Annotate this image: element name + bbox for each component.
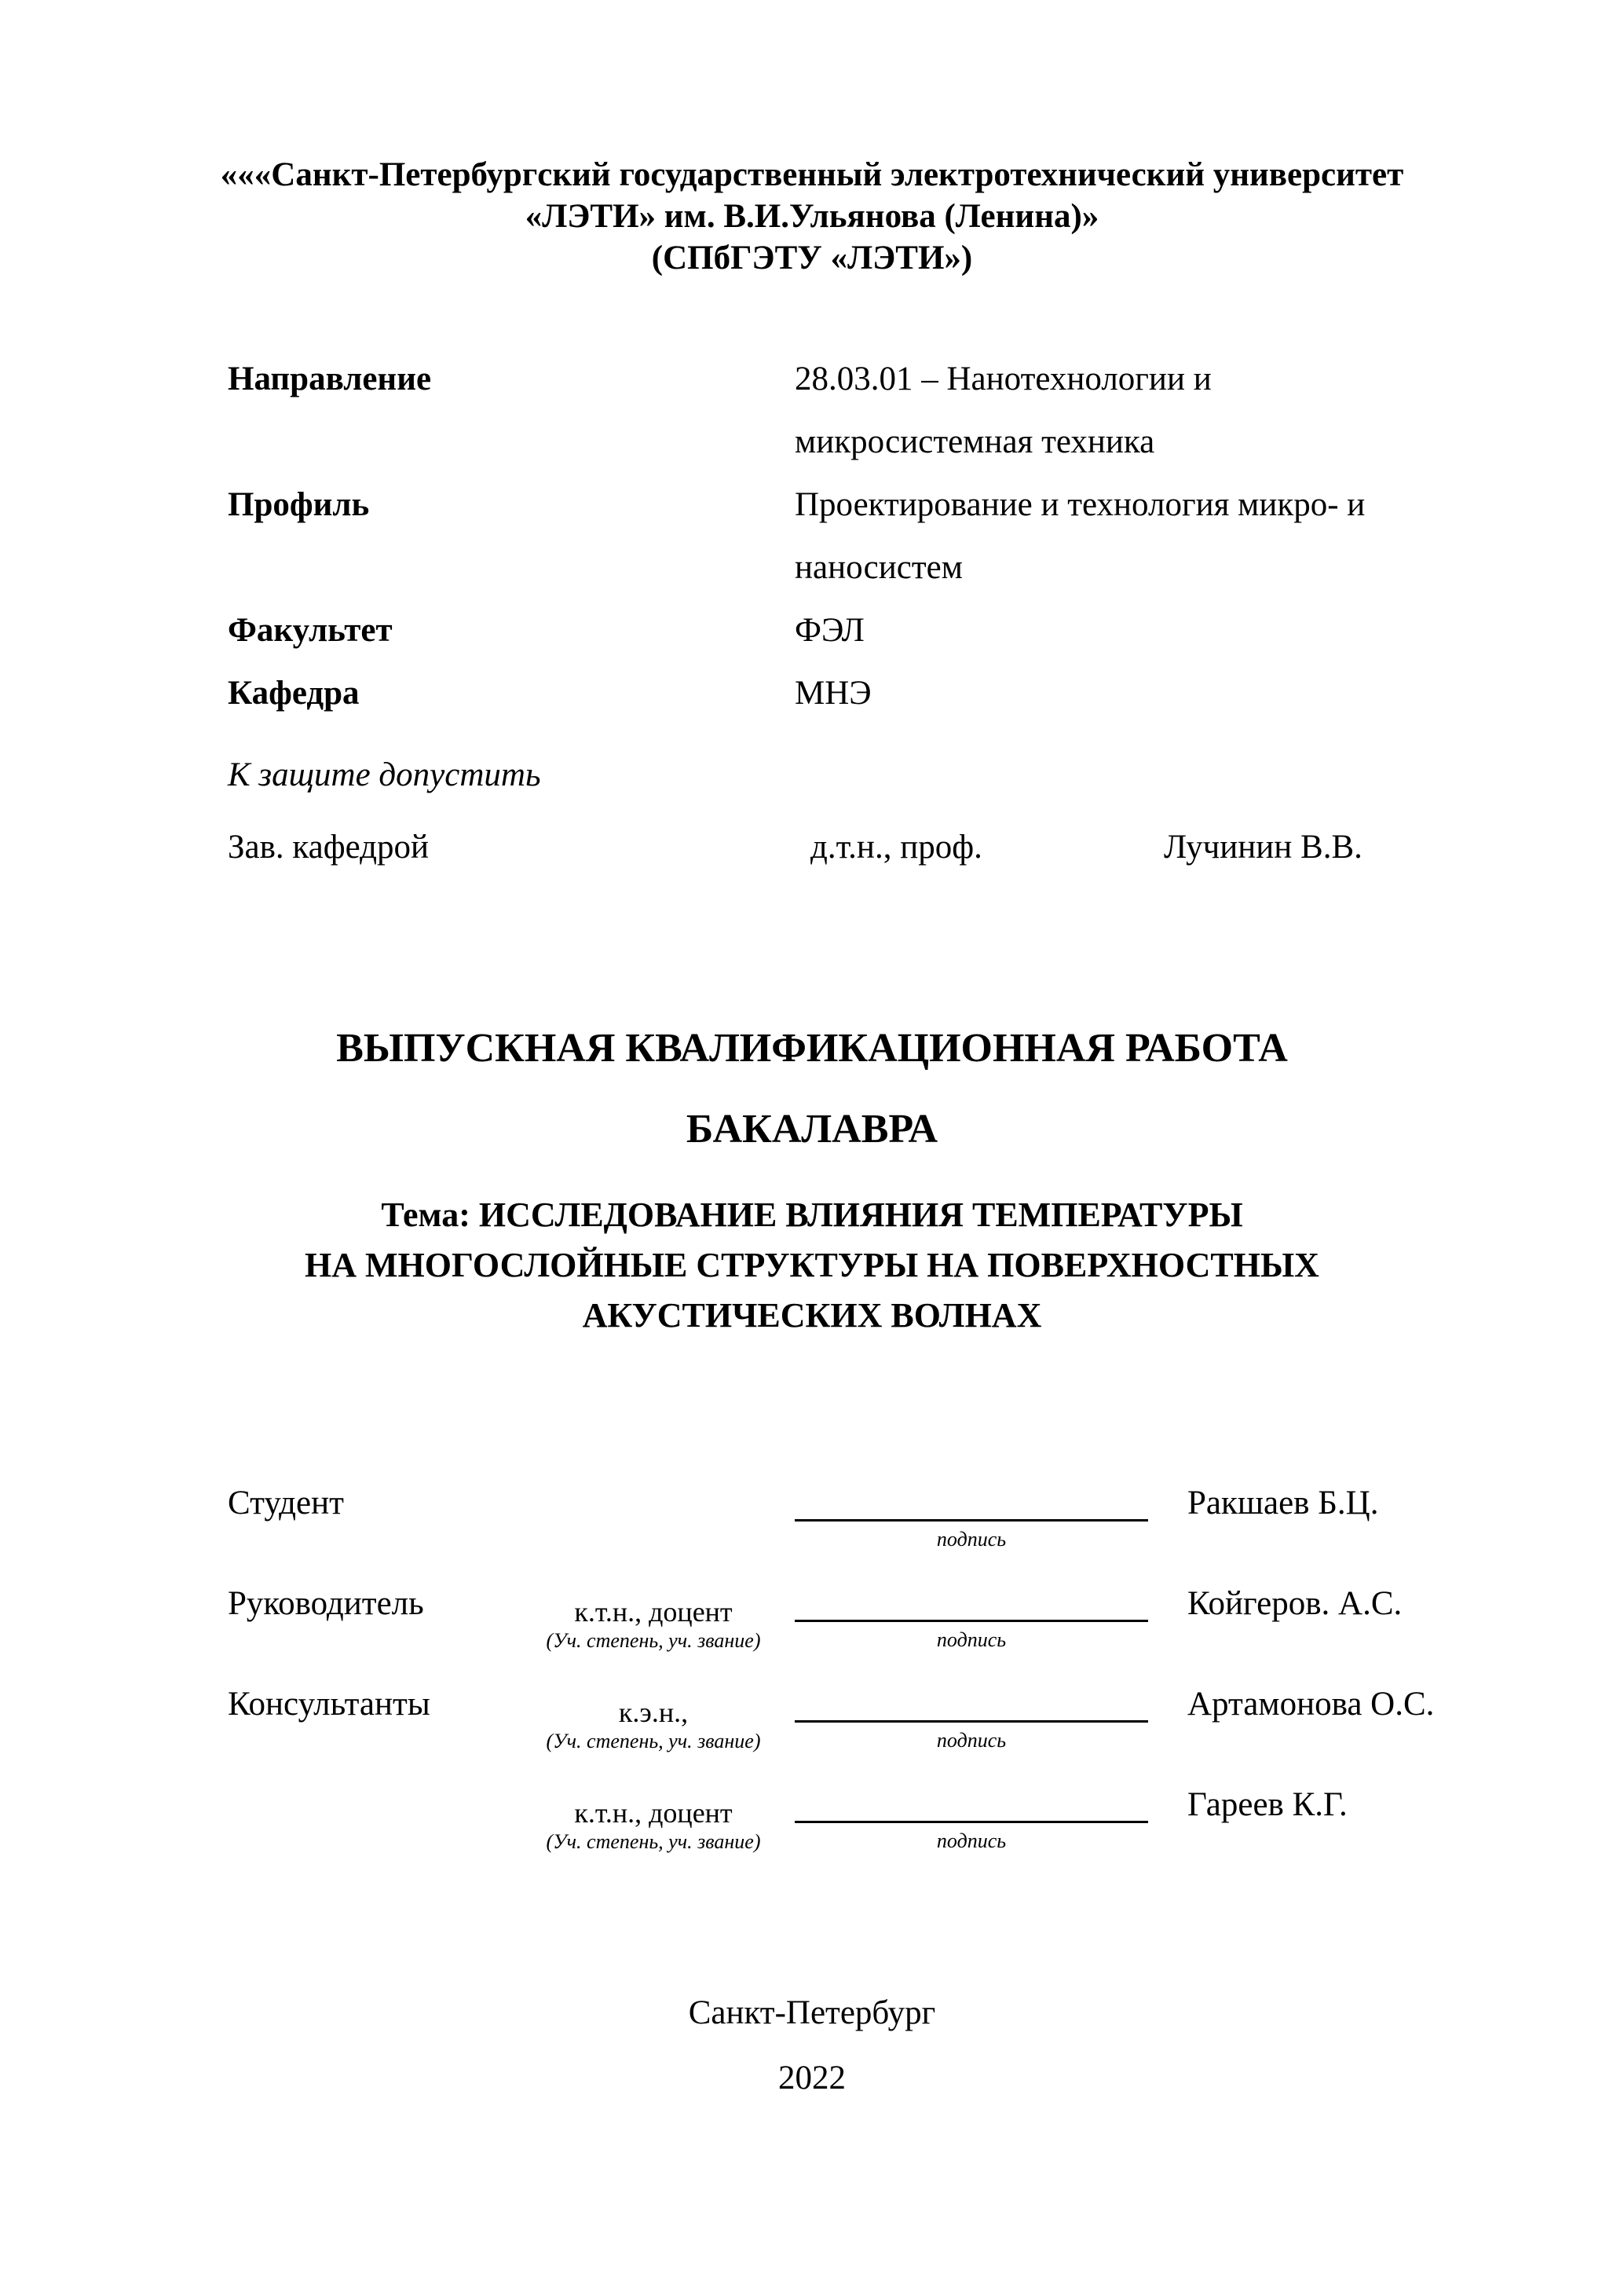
field-value-line: ФЭЛ bbox=[795, 612, 865, 649]
theme-line-1: Тема: ИССЛЕДОВАНИЕ ВЛИЯНИЯ ТЕМПЕРАТУРЫ bbox=[381, 1196, 1243, 1234]
work-title-line-1: ВЫПУСКНАЯ КВАЛИФИКАЦИОННАЯ РАБОТА bbox=[336, 1026, 1288, 1071]
signature-line bbox=[795, 1786, 1148, 1823]
signatures-section bbox=[228, 1485, 1506, 1887]
footer bbox=[0, 1994, 1624, 2098]
field-value-department bbox=[795, 662, 1490, 725]
signature-caption: подпись bbox=[936, 1628, 1007, 1651]
field-label-direction: Направление bbox=[228, 361, 432, 397]
signature-caption: подпись bbox=[936, 1729, 1007, 1752]
signature-name: Койгеров. А.С. bbox=[1187, 1585, 1403, 1622]
signature-degree: к.э.н., bbox=[618, 1697, 689, 1728]
signature-line-block bbox=[795, 1686, 1156, 1752]
field-value-line: наносистем bbox=[795, 549, 963, 586]
signature-degree-block bbox=[512, 1786, 795, 1854]
field-value-line: 28.03.01 – Нанотехнологии и bbox=[795, 361, 1212, 397]
signature-degree-block bbox=[512, 1686, 795, 1753]
signature-row-consultant-2 bbox=[228, 1786, 1506, 1887]
theme-line-2: НА МНОГОСЛОЙНЫЕ СТРУКТУРЫ НА ПОВЕРХНОСТНЫХ bbox=[305, 1246, 1319, 1284]
signature-degree-block bbox=[512, 1485, 795, 1497]
signature-line bbox=[795, 1686, 1148, 1723]
university-header-line-3: (СПбГЭТУ «ЛЭТИ») bbox=[651, 240, 973, 276]
university-header-line-1: «««Санкт-Петербургский государственный электротехнический университет bbox=[220, 156, 1404, 193]
signature-line-block bbox=[795, 1786, 1156, 1853]
field-value-line: микросистемная техника bbox=[795, 423, 1155, 460]
info-row-faculty bbox=[228, 599, 1490, 662]
signature-role-label: Студент bbox=[228, 1485, 344, 1522]
info-row-profile bbox=[228, 474, 1490, 599]
signature-degree: к.т.н., доцент bbox=[574, 1596, 733, 1628]
signature-name: Артамонова О.С. bbox=[1187, 1686, 1435, 1723]
field-label-faculty: Факультет bbox=[228, 612, 393, 649]
signature-row-supervisor bbox=[228, 1585, 1506, 1686]
signature-line-block bbox=[795, 1585, 1156, 1652]
signature-role-label: Консультанты bbox=[228, 1686, 430, 1723]
signature-degree-caption: (Уч. степень, уч. звание) bbox=[546, 1830, 761, 1853]
info-row-direction bbox=[228, 348, 1490, 474]
field-value-direction bbox=[795, 348, 1490, 474]
footer-year: 2022 bbox=[778, 2060, 846, 2096]
admission-role-label: Зав. кафедрой bbox=[228, 829, 430, 866]
admission-section bbox=[228, 756, 1484, 875]
work-title-line-2: БАКАЛАВРА bbox=[686, 1107, 938, 1152]
admission-degree: д.т.н., проф. bbox=[810, 829, 982, 866]
field-value-line: Проектирование и технология микро- и bbox=[795, 486, 1366, 523]
signature-degree-block bbox=[512, 1585, 795, 1653]
field-label-profile: Профиль bbox=[228, 486, 370, 523]
work-title bbox=[0, 1008, 1624, 1170]
info-row-department bbox=[228, 662, 1490, 725]
signature-role-label: Руководитель bbox=[228, 1585, 424, 1622]
admission-phrase: К защите допустить bbox=[228, 756, 541, 793]
signature-degree-caption: (Уч. степень, уч. звание) bbox=[546, 1629, 761, 1652]
field-label-department: Кафедра bbox=[228, 675, 360, 712]
signature-name: Гареев К.Г. bbox=[1187, 1786, 1348, 1823]
signature-degree: к.т.н., доцент bbox=[574, 1797, 733, 1829]
signature-line bbox=[795, 1485, 1148, 1522]
admission-name: Лучинин В.В. bbox=[1164, 829, 1362, 866]
theme-line-3: АКУСТИЧЕСКИХ ВОЛНАХ bbox=[582, 1296, 1042, 1335]
info-section bbox=[228, 348, 1490, 725]
university-header bbox=[0, 154, 1624, 279]
signature-line bbox=[795, 1585, 1148, 1622]
signature-caption: подпись bbox=[936, 1829, 1007, 1852]
signature-row-consultant-1 bbox=[228, 1686, 1506, 1786]
signature-row-student bbox=[228, 1485, 1506, 1585]
admission-row bbox=[228, 828, 1484, 875]
signature-line-block bbox=[795, 1485, 1156, 1551]
signature-caption: подпись bbox=[936, 1528, 1007, 1551]
field-value-profile bbox=[795, 474, 1490, 599]
field-value-line: МНЭ bbox=[795, 675, 872, 712]
theme-title bbox=[0, 1190, 1624, 1341]
university-header-line-2: «ЛЭТИ» им. В.И.Ульянова (Ленина)» bbox=[525, 198, 1099, 235]
signature-degree-caption: (Уч. степень, уч. звание) bbox=[546, 1730, 761, 1752]
signature-name: Ракшаев Б.Ц. bbox=[1187, 1485, 1379, 1522]
field-value-faculty bbox=[795, 599, 1490, 662]
footer-city: Санкт-Петербург bbox=[688, 1994, 936, 2031]
